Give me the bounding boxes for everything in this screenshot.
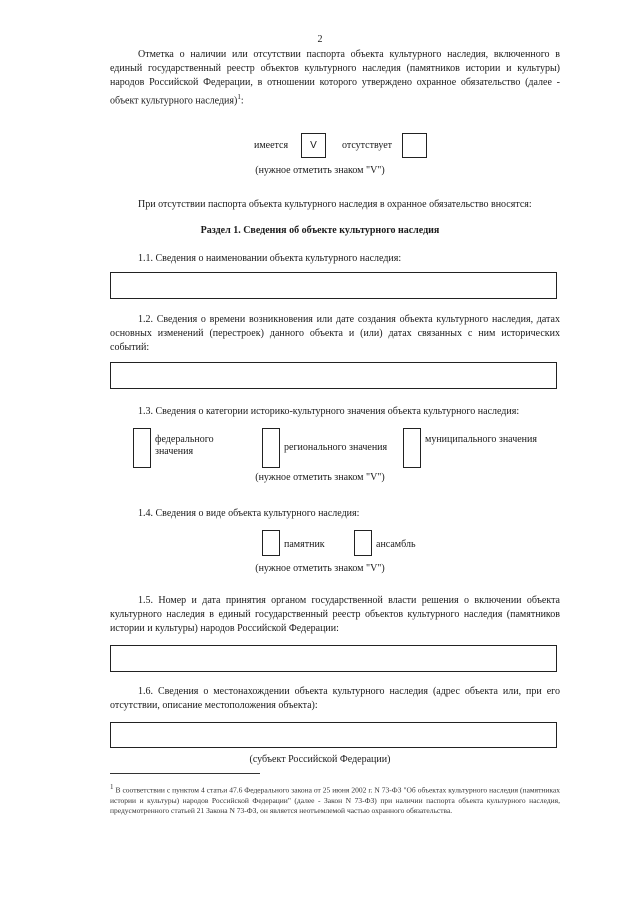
intro-footnote-mark: 1 [237,93,241,101]
intro-end: : [240,95,244,107]
s1-4-label: 1.4. Сведения о виде объекта культурного наследия: [138,508,360,519]
intro-paragraph [110,48,560,108]
footnote-divider [110,773,260,774]
s1-4-ensemble-checkbox[interactable] [354,530,372,556]
passport-present-checkbox[interactable]: V [301,133,326,158]
s1-1-label: 1.1. Сведения о наименовании объекта культурного наследия: [138,253,402,264]
s1-3-hint: (нужное отметить знаком "V") [255,472,385,483]
passport-absent-checkbox[interactable] [402,133,427,158]
page-number: 2 [317,34,323,45]
s1-4-hint: (нужное отметить знаком "V") [255,563,385,574]
s1-2-label: 1.2. Сведения о времени возникновения или дате создания объекта культурного наследия, датах основных изменений (перестроек) данного объекта и (или) датах связанных с ним исторических событий: [110,314,560,353]
passport-hint: (нужное отметить знаком "V") [255,165,385,176]
s1-3-municipal-label: муниципального значения [425,434,537,445]
s1-6-location-field[interactable] [110,722,557,748]
passport-present-label: имеется [254,140,289,151]
footnote-text: В соответствии с пунктом 4 статьи 47.6 Федерального закона от 25 июня 2002 г. N 73-ФЗ "Об объектах культурного наследия (памятниках истории и культуры) народов Российской Федерации" (далее - Закон N 73-ФЗ) при наличии паспорта объекта культурного наследия, предусмотренного статьей 21 Закона N 73-ФЗ, он является неотъемлемой частью охранного обязательства. [110,785,561,815]
s1-5-decision-field[interactable] [110,645,557,672]
s1-3-label: 1.3. Сведения о категории историко-культурного значения объекта культурного наследия: [138,406,520,417]
footnote [110,782,560,816]
s1-5-label: 1.5. Номер и дата принятия органом государственной власти решения о включении объекта культурного наследия в единый государственный реестр объектов культурного наследия (памятников истории и культуры) народов Российской Федерации: [110,595,560,634]
s1-3-federal-checkbox[interactable] [133,428,151,468]
passport-absent-label: отсутствует [342,140,393,151]
s1-3-regional-checkbox[interactable] [262,428,280,468]
s1-3-regional-label: регионального значения [284,442,388,453]
s1-2-dates-field[interactable] [110,362,557,389]
section-title: Раздел 1. Сведения об объекте культурного наследия [200,225,440,236]
s1-4-monument-label: памятник [284,539,325,550]
s1-3-federal-label: федерального значения [155,434,214,457]
absence-text: При отсутствии паспорта объекта культурного наследия в охранное обязательство вносятся: [138,199,532,210]
s1-4-ensemble-label: ансамбль [376,539,416,550]
s1-6-label: 1.6. Сведения о местонахождении объекта культурного наследия (адрес объекта или, при его отсутствии, описание местоположения объекта): [110,686,560,711]
footnote-mark: 1 [110,783,114,791]
s1-1-name-field[interactable] [110,272,557,299]
s1-6-caption: (субъект Российской Федерации) [249,754,391,765]
s1-3-municipal-checkbox[interactable] [403,428,421,468]
intro-text: Отметка о наличии или отсутствии паспорта объекта культурного наследия, включенного в единый государственный реестр объектов культурного наследия (памятников истории и культуры) народов Российской Федерации, в отношении которого утверждено охранное обязательство (далее - объект культурного наследия) [110,49,560,107]
s1-4-monument-checkbox[interactable] [262,530,280,556]
